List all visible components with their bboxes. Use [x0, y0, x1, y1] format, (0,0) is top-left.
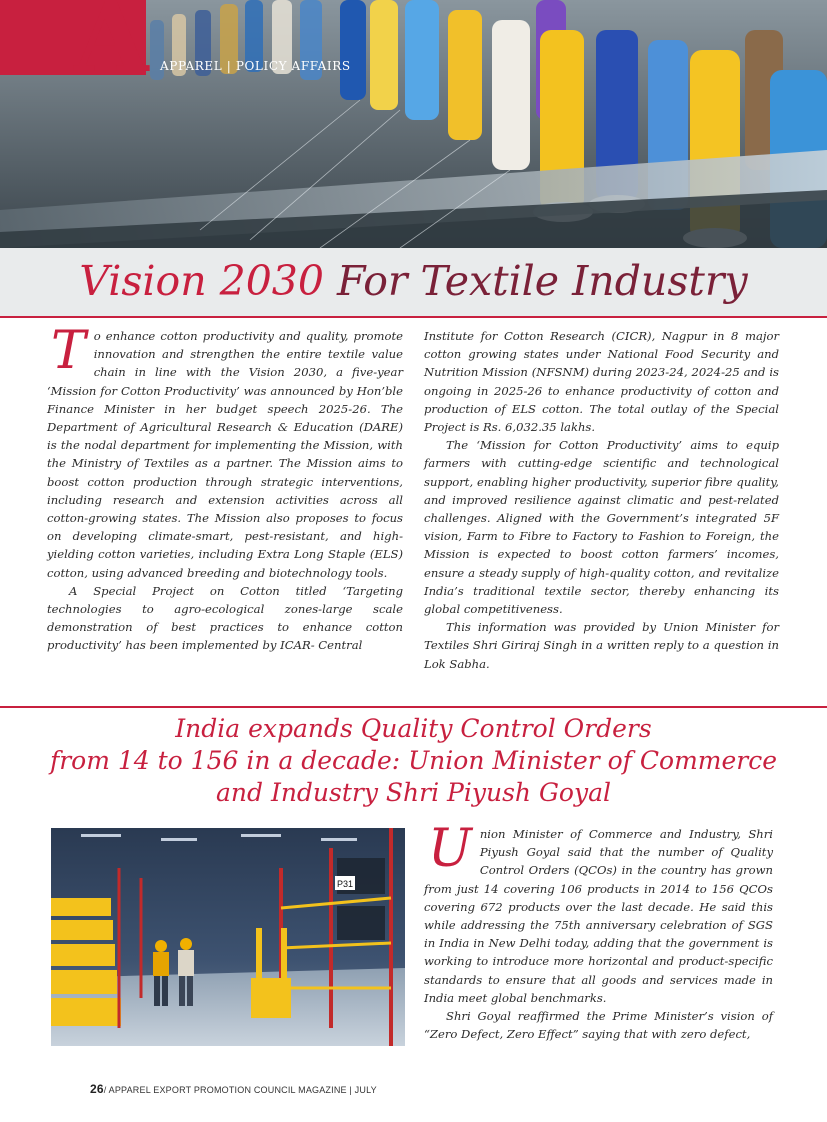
- dropcap-letter: T: [51, 321, 86, 381]
- article2-headline: [40, 713, 787, 809]
- footer-text: / APPAREL EXPORT PROMOTION COUNCIL MAGAZINE | JULY: [103, 1085, 377, 1095]
- rack-sign: P31: [337, 879, 354, 889]
- brand-logo-letter: A: [74, 0, 149, 94]
- headline-line: from 14 to 156 in a decade: Union Minister of Commerce: [49, 746, 778, 775]
- article1-paragraph: The ‘Mission for Cotton Productivity’ aims to equip farmers with cutting-edge scientific and technological support, enabling higher productivity, superior fibre quality, and improved resilience against climatic and pest-related challenges. Aligned with the Government’s integrated 5F vision, Farm to Fibre to Factory to Fashion to Foreign, the Mission is expected to boost cotton farmers’ incomes, ensure a steady supply of high-quality cotton, and revitalize India’s traditional textile sector, thereby enhancing its global competitiveness.: [424, 438, 779, 617]
- article1-paragraph: This information was provided by Union Minister for Textiles Shri Giriraj Singh in a written reply to a question in Lok Sabha.: [424, 620, 779, 671]
- dropcap-letter: U: [428, 819, 472, 879]
- article1-column-left: [47, 321, 403, 655]
- article1-paragraph: A Special Project on Cotton titled ‘Targeting technologies to agro-ecological zones-large scale demonstration of best practices to enhance cotton productivity’ has been implemented by ICAR- Central: [47, 583, 403, 653]
- warehouse-photo: [51, 828, 405, 1046]
- article-title-band: [0, 248, 827, 318]
- article2-column: [424, 819, 773, 1043]
- warehouse-illustration: [51, 828, 405, 1046]
- page-footer: [90, 1082, 377, 1096]
- section-divider: [0, 706, 827, 708]
- article2-paragraph: Shri Goyal reaffirmed the Prime Minister’s vision of “Zero Defect, Zero Effect” saying that with zero defect,: [424, 1009, 773, 1042]
- hero-image: [0, 0, 827, 248]
- article1-paragraph: o enhance cotton productivity and quality, promote innovation and strengthen the entire textile value chain in line with the Vision 2030, a five-year ‘Mission for Cotton Productivity’ was announced by Hon’ble Finance Minister in her budget speech 2025-26. The Department of Agricultural Research & Education (DARE) is the nodal department for implementing the Mission, with the Ministry of Textiles as a partner. The Mission aims to boost cotton production through strategic interventions, including research and extension activities across all cotton-growing states. The Mission also proposes to focus on developing climate-smart, pest-resistant, and high-yielding cotton varieties, including Extra Long Staple (ELS) cotton, using advanced breeding and biotechnology tools.: [47, 329, 403, 580]
- article1-paragraph: Institute for Cotton Research (CICR), Nagpur in 8 major cotton growing states under National Food Security and Nutrition Mission (NFSNM) during 2023-24, 2024-25 and is ongoing in 2025-26 to enhance productivity of cotton and production of ELS cotton. The total outlay of the Special Project is Rs. 6,032.35 lakhs.: [424, 329, 779, 435]
- article-title-main: For Textile Industry: [323, 257, 748, 305]
- page-number: 26: [90, 1082, 104, 1096]
- article1-column-right: [424, 327, 779, 673]
- article-title-accent: Vision 2030: [79, 257, 324, 305]
- article2-paragraph: nion Minister of Commerce and Industry, Shri Piyush Goyal said that the number of Quality Control Orders (QCOs) in the country has grown from just 14 covering 106 products in 2014 to 156 QCOs covering 672 products over the last decade. He said this while addressing the 75th anniversary celebration of SGS in India in New Delhi today, adding that the government is working to introduce more horizontal and product-specific standards to ensure that all goods and services made in India meet global benchmarks.: [424, 827, 773, 1005]
- section-label: APPAREL | POLICY AFFAIRS: [160, 59, 351, 73]
- headline-line: and Industry Shri Piyush Goyal: [215, 778, 612, 807]
- headline-line: India expands Quality Control Orders: [175, 714, 652, 743]
